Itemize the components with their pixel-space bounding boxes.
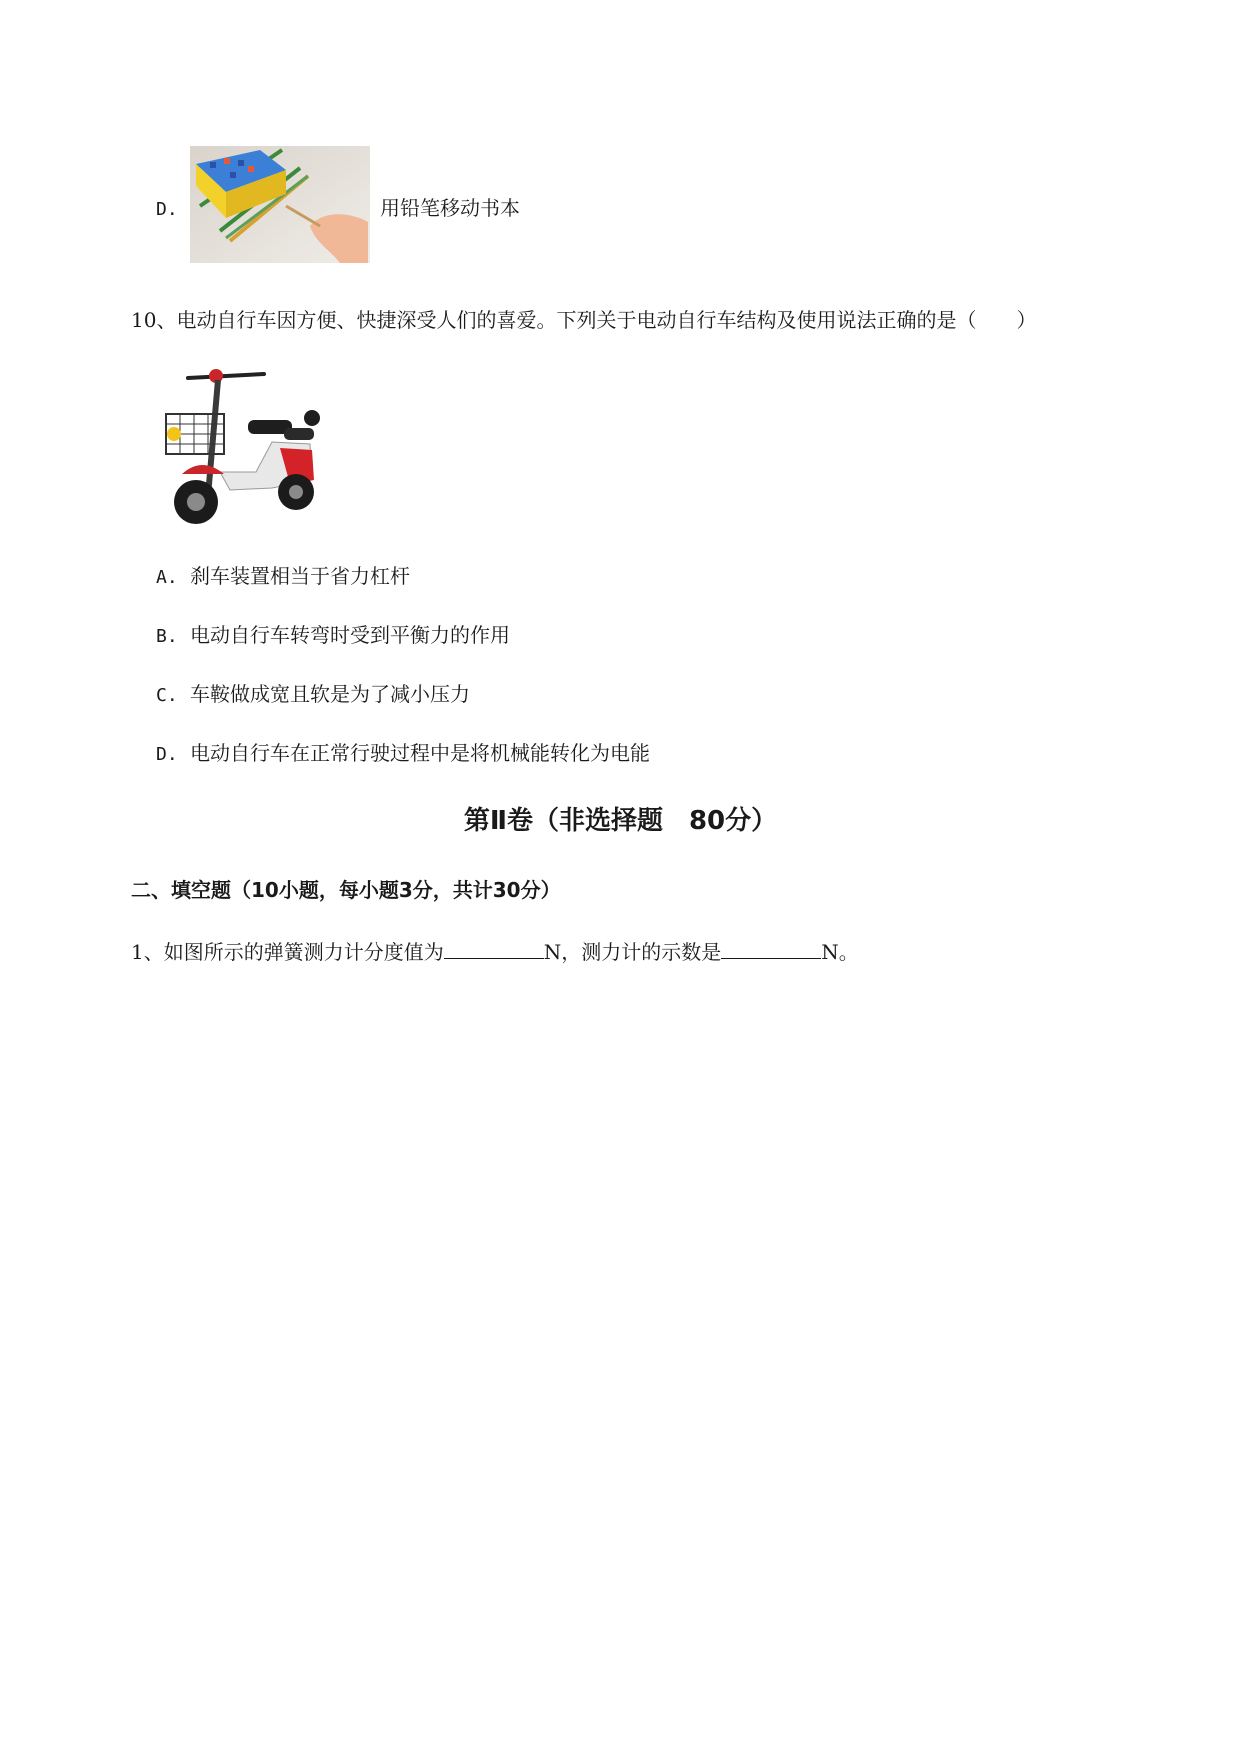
option-d-label: D. — [156, 199, 178, 220]
section-subtitle: 二、填空题（10小题，每小题3分，共计30分） — [131, 878, 561, 902]
option-c-label: C. — [156, 685, 178, 706]
option-d2-text: 电动自行车在正常行驶过程中是将机械能转化为电能 — [190, 741, 651, 765]
fill-question-1 — [131, 936, 859, 966]
option-a-text: 刹车装置相当于省力杠杆 — [190, 564, 411, 588]
fill-q1-part1: 1、如图所示的弹簧测力计分度值为 — [131, 940, 444, 964]
fill-q1-part2: N，测力计的示数是 — [543, 940, 722, 964]
answer-blank-1[interactable] — [444, 936, 544, 959]
option-b-label: B. — [156, 626, 178, 647]
option-b — [156, 621, 510, 651]
option-c — [156, 680, 470, 710]
option-d-text: 用铅笔移动书本 — [380, 196, 520, 220]
option-d — [156, 739, 650, 769]
question-10-stem: 10、电动自行车因方便、快捷深受人们的喜爱。下列关于电动自行车结构及使用说法正确的是（ ） — [131, 308, 1037, 332]
books-on-pencils-icon — [190, 146, 370, 263]
books-on-pencils-image — [190, 146, 370, 263]
option-a-label: A. — [156, 567, 178, 588]
electric-bicycle-icon — [160, 362, 328, 532]
section-title: 第Ⅱ卷（非选择题 80分） — [463, 806, 778, 836]
fill-q1-part3: N。 — [821, 940, 859, 964]
option-d2-label: D. — [156, 744, 178, 765]
option-c-text: 车鞍做成宽且软是为了减小压力 — [190, 682, 471, 706]
option-b-text: 电动自行车转弯时受到平衡力的作用 — [190, 623, 511, 647]
electric-bicycle-image — [160, 362, 328, 532]
option-a — [156, 562, 410, 592]
answer-blank-2[interactable] — [721, 936, 821, 959]
